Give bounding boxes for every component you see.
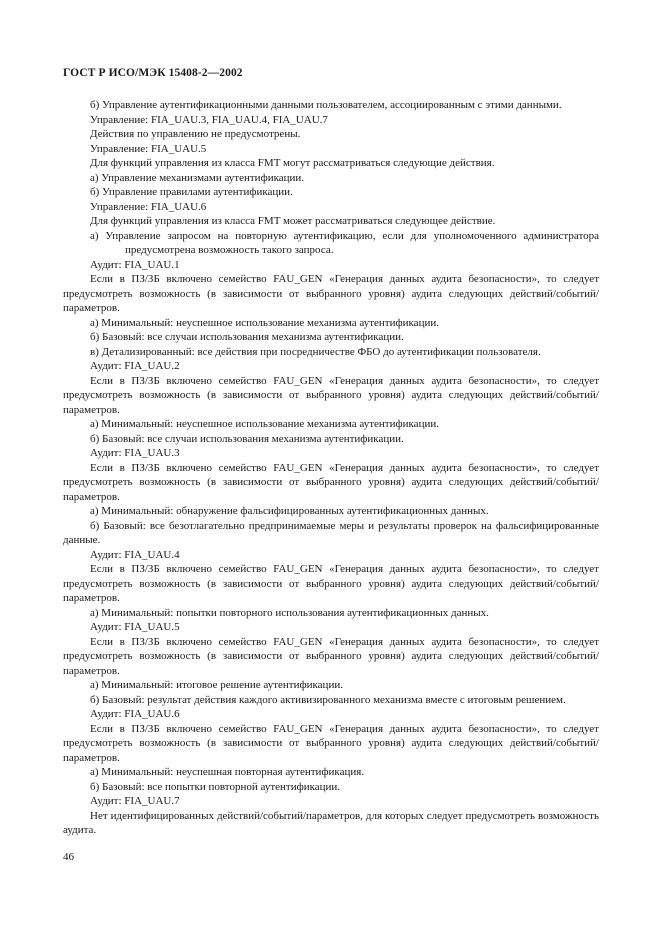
paragraph: а) Минимальный: неуспешное использование механизма аутентификации. bbox=[90, 418, 439, 430]
paragraph: Аудит: FIA_UAU.4 bbox=[90, 548, 180, 561]
paragraph: б) Управление правилами аутентификации. bbox=[90, 186, 293, 198]
paragraph: Управление: FIA_UAU.6 bbox=[90, 200, 207, 213]
paragraph: б) Базовый: все безотлагательно предпринимаемые меры и результаты проверок на фальсифицированные данные. bbox=[63, 519, 599, 546]
paragraph: б) Базовый: результат действия каждого активизированного механизма вместе с итоговым решением. bbox=[90, 693, 566, 706]
paragraph: Если в ПЗ/ЗБ включено семейство FAU_GEN «Генерация данных аудита безопасности», то следует предусмотреть возможность (в зависимости от выбранного уровня) аудита следующих действий/событий/параметров. bbox=[63, 722, 599, 764]
paragraph: Для функций управления из класса FMT могут рассматриваться следующие действия. bbox=[90, 157, 495, 169]
paragraph: Аудит: FIA_UAU.7 bbox=[90, 795, 180, 807]
paragraph: Если в ПЗ/ЗБ включено семейство FAU_GEN «Генерация данных аудита безопасности», то следует предусмотреть возможность (в зависимости от выбранного уровня) аудита следующих действий/событий/параметров. bbox=[63, 374, 599, 416]
paragraph: Если в ПЗ/ЗБ включено семейство FAU_GEN «Генерация данных аудита безопасности», то следует предусмотреть возможность (в зависимости от выбранного уровня) аудита следующих действий/событий/параметров. bbox=[63, 461, 599, 503]
paragraph: а) Минимальный: попытки повторного использования аутентификационных данных. bbox=[90, 606, 489, 619]
paragraph: Управление: FIA_UAU.5 bbox=[90, 142, 207, 155]
paragraph: а) Управление механизмами аутентификации. bbox=[90, 171, 305, 184]
page-header-title: ГОСТ Р ИСО/МЭК 15408-2—2002 bbox=[63, 67, 243, 79]
paragraph: а) Минимальный: обнаружение фальсифицированных аутентификационных данных. bbox=[90, 505, 489, 517]
paragraph: Для функций управления из класса FMT может рассматриваться следующее действие. bbox=[90, 215, 496, 227]
paragraph: а) Управление запросом на повторную аутентификацию, если для уполномоченного администратора предусмотрена возможность такого запроса. bbox=[90, 229, 599, 256]
paragraph: Аудит: FIA_UAU.1 bbox=[90, 258, 180, 271]
paragraph: б) Базовый: все попытки повторной аутентификации. bbox=[90, 780, 341, 793]
paragraph: Аудит: FIA_UAU.5 bbox=[90, 621, 180, 633]
paragraph: Нет идентифицированных действий/событий/параметров, для которых следует предусмотреть возможность аудита. bbox=[63, 809, 599, 836]
paragraph: а) Минимальный: итоговое решение аутентификации. bbox=[90, 679, 343, 691]
paragraph: б) Базовый: все случаи использования механизма аутентификации. bbox=[90, 331, 404, 343]
paragraph: Аудит: FIA_UAU.3 bbox=[90, 447, 180, 459]
document-body bbox=[63, 98, 599, 838]
paragraph: Если в ПЗ/ЗБ включено семейство FAU_GEN «Генерация данных аудита безопасности», то следует предусмотреть возможность (в зависимости от выбранного уровня) аудита следующих действий/событий/параметров. bbox=[63, 563, 599, 604]
page-number: 46 bbox=[63, 851, 74, 863]
paragraph: а) Минимальный: неуспешная повторная аутентификация. bbox=[90, 766, 365, 778]
paragraph: а) Минимальный: неуспешное использование механизма аутентификации. bbox=[90, 316, 439, 329]
paragraph: Аудит: FIA_UAU.2 bbox=[90, 360, 180, 372]
paragraph: б) Управление аутентификационными данными пользователем, ассоциированным с этими данными. bbox=[90, 99, 562, 111]
paragraph: б) Базовый: все случаи использования механизма аутентификации. bbox=[90, 432, 404, 445]
paragraph: Если в ПЗ/ЗБ включено семейство FAU_GEN «Генерация данных аудита безопасности», то следует предусмотреть возможность (в зависимости от выбранного уровня) аудита следующих действий/событий/параметров. bbox=[63, 273, 599, 314]
paragraph: Действия по управлению не предусмотрены. bbox=[90, 128, 301, 140]
paragraph: Аудит: FIA_UAU.6 bbox=[90, 708, 180, 720]
paragraph: в) Детализированный: все действия при посредничестве ФБО до аутентификации пользователя. bbox=[90, 345, 541, 358]
paragraph: Если в ПЗ/ЗБ включено семейство FAU_GEN «Генерация данных аудита безопасности», то следует предусмотреть возможность (в зависимости от выбранного уровня) аудита следующих действий/событий/параметров. bbox=[63, 635, 599, 677]
paragraph: Управление: FIA_UAU.3, FIA_UAU.4, FIA_UAU.7 bbox=[90, 113, 328, 126]
